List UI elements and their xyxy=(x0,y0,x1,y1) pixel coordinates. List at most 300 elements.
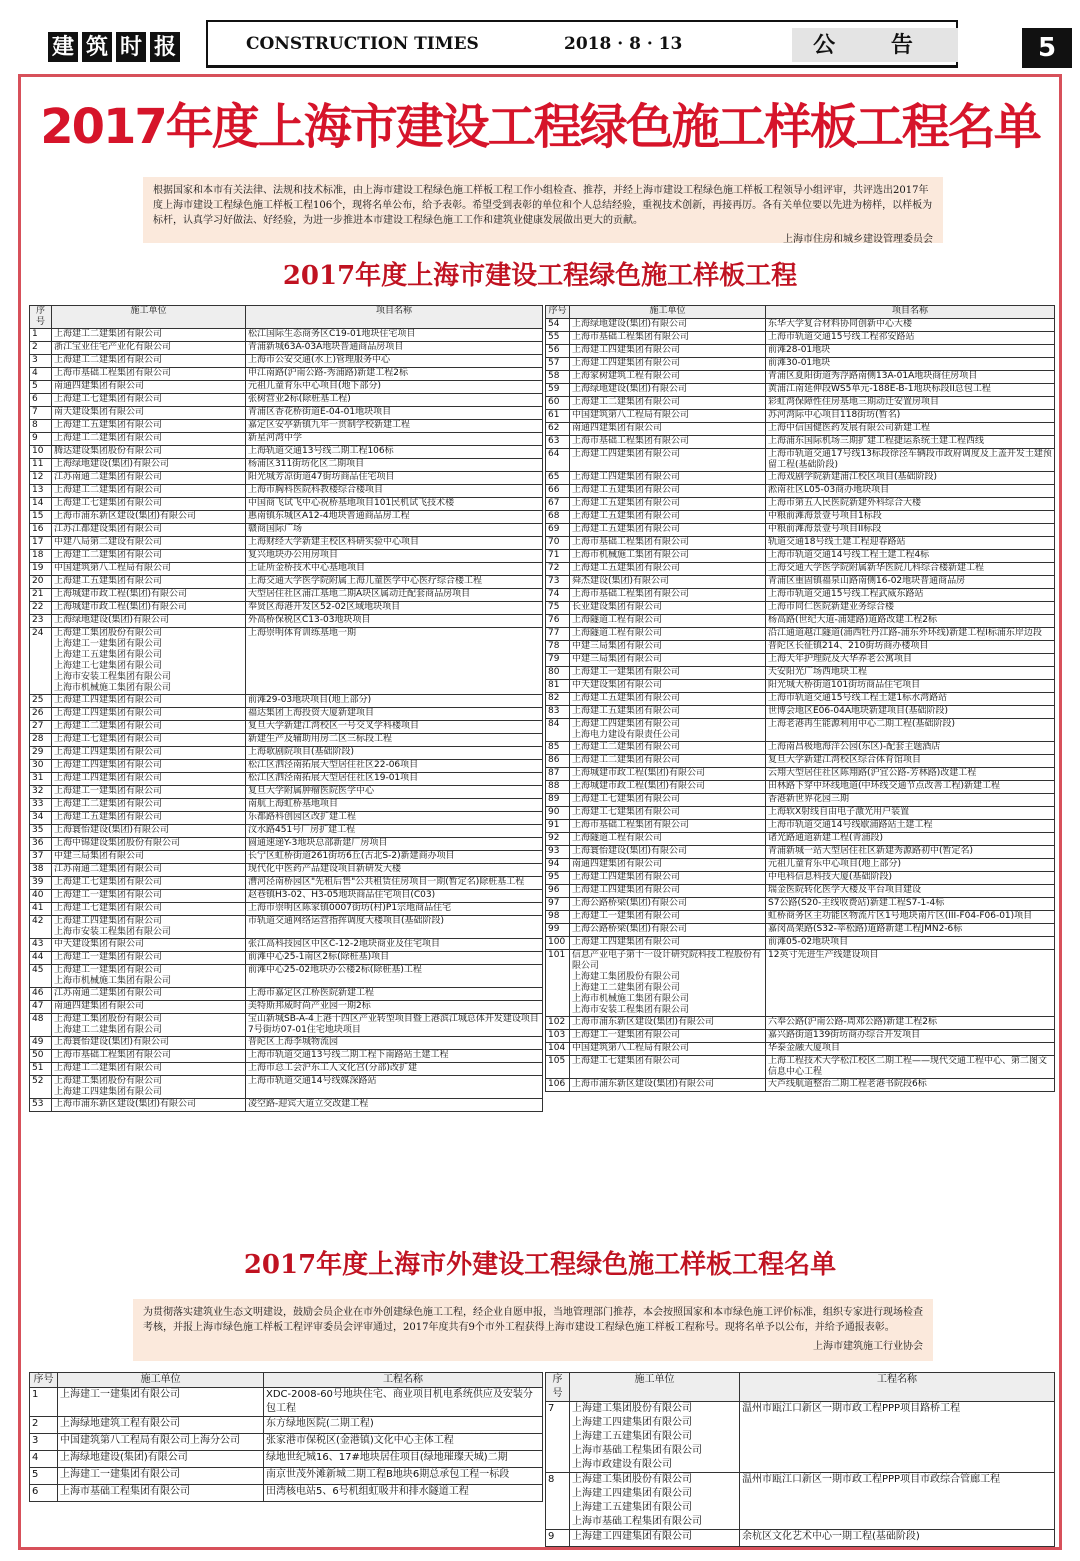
table-row xyxy=(30,615,543,628)
header-no: 序号 xyxy=(546,1373,570,1402)
project-name: 凌空路-迎宾大道立交改建工程 xyxy=(246,1099,543,1112)
row-number: 51 xyxy=(30,1063,52,1076)
project-name: 前滩28-01地块 xyxy=(766,345,1055,358)
row-number: 78 xyxy=(546,641,570,654)
table-row xyxy=(30,747,543,760)
project-name: 上海老港再生能源利用中心二期工程(基础阶段) xyxy=(766,719,1055,742)
row-number: 17 xyxy=(30,537,52,550)
section-label: 公 告 xyxy=(792,28,958,62)
table-row xyxy=(30,420,543,433)
table-row xyxy=(546,1402,1055,1473)
header-no: 序号 xyxy=(546,306,570,319)
construction-company: 上海建工五建集团有限公司 xyxy=(570,693,766,706)
table-row xyxy=(30,952,543,965)
construction-company: 上海建工四建集团有限公司 xyxy=(570,885,766,898)
project-name: 12英寸先进生产线建设项目 xyxy=(766,950,1055,1017)
construction-company: 南天建设集团有限公司 xyxy=(52,407,246,420)
construction-company: 上海建工五建集团有限公司 xyxy=(570,485,766,498)
newspaper-header xyxy=(10,10,1070,70)
table-row xyxy=(30,890,543,903)
project-name: 阳光城芳凉街道47街坊商品住宅项目 xyxy=(246,472,543,485)
construction-company: 上海建工四建集团有限公司 xyxy=(52,708,246,721)
row-number: 45 xyxy=(30,965,52,988)
construction-company: 中天建设集团有限公司 xyxy=(570,680,766,693)
construction-company: 上海市基础工程集团有限公司 xyxy=(58,1485,264,1502)
construction-company: 上海市基础工程集团有限公司 xyxy=(570,820,766,833)
project-name: S7公路(S20-主线收费站)新建工程S7-1-4标 xyxy=(766,898,1055,911)
row-number: 102 xyxy=(546,1017,570,1030)
table-row xyxy=(546,498,1055,511)
construction-company: 上海建工四建集团有限公司 xyxy=(570,472,766,485)
row-number: 21 xyxy=(30,589,52,602)
construction-company: 上海建工七建集团有限公司 xyxy=(570,807,766,820)
construction-company: 上海建工五建集团有限公司 xyxy=(52,576,246,589)
project-name: 宝山新城SB-A-4上港十四区产业转型项目暨上港滨江城总体开发建设项目7号街坊07-01住宅地块项目 xyxy=(246,1014,543,1037)
construction-company: 上海建工五建集团有限公司 xyxy=(570,706,766,719)
row-number: 9 xyxy=(30,433,52,446)
project-name: 新星河湾中学 xyxy=(246,433,543,446)
project-name: 上证所金桥技术中心基地项目 xyxy=(246,563,543,576)
construction-company: 上海建工集团股份有限公司 上海建工四建集团有限公司 xyxy=(52,1076,246,1099)
construction-company: 上海建工四建集团有限公司 xyxy=(570,872,766,885)
table-row xyxy=(546,833,1055,846)
project-name: 上海歌剧院项目(基础阶段) xyxy=(246,747,543,760)
construction-company: 上海绿地建设(集团)有限公司 xyxy=(58,1451,264,1468)
row-number: 20 xyxy=(30,576,52,589)
table-row xyxy=(546,1030,1055,1043)
project-name: 申江南路(沪南公路-秀浦路)新建工程2标 xyxy=(246,368,543,381)
construction-company: 上海建工二建集团有限公司 xyxy=(52,485,246,498)
construction-company: 上海绿地建筑工程有限公司 xyxy=(58,1417,264,1434)
construction-company: 上海绿地建设(集团)有限公司 xyxy=(52,615,246,628)
construction-company: 中建八局第二建设有限公司 xyxy=(52,537,246,550)
project-name: 上海工程技术大学松江校区二期工程——现代交通工程中心、第二图文信息中心工程 xyxy=(766,1056,1055,1079)
construction-company: 上海建工七建集团有限公司 xyxy=(52,877,246,890)
project-name: 上海浦东国际机场三期扩建工程捷运系统土建工程西线 xyxy=(766,436,1055,449)
table-row xyxy=(546,436,1055,449)
construction-company: 上海建工集团股份有限公司 上海建工一建集团有限公司 上海建工五建集团有限公司 上海建工七建集团有限公司 上海市安装工程集团有限公司 上海市机械施工集团有限公司 xyxy=(52,628,246,695)
project-name: 华泰金融大厦项目 xyxy=(766,1043,1055,1056)
construction-company: 上海建工二建集团有限公司 xyxy=(570,397,766,410)
table-row xyxy=(546,859,1055,872)
row-number: 79 xyxy=(546,654,570,667)
construction-company: 上海建工四建集团有限公司 上海电力建设有限责任公司 xyxy=(570,719,766,742)
page-number: 5 xyxy=(1022,28,1072,68)
table-row xyxy=(30,721,543,734)
project-name: 奉贤区海港开发区52-02区域地块项目 xyxy=(246,602,543,615)
row-number: 67 xyxy=(546,498,570,511)
construction-company: 上海寰怡建设(集团)有限公司 xyxy=(570,846,766,859)
construction-company: 上海建工二建集团有限公司 xyxy=(52,1063,246,1076)
project-name: 中国商飞试飞中心祝桥基地项目101民机试飞技术楼 xyxy=(246,498,543,511)
construction-company: 上海市浦东新区建设(集团)有限公司 xyxy=(570,1079,766,1092)
construction-company: 上海建工一建集团有限公司 xyxy=(570,1030,766,1043)
table-row xyxy=(30,1417,543,1434)
row-number: 4 xyxy=(30,368,52,381)
row-number: 88 xyxy=(546,781,570,794)
construction-company: 上海建工集团股份有限公司 上海建工二建集团有限公司 xyxy=(52,1014,246,1037)
project-name: 沿江通道越江隧道(浦西牡丹江路-浦东外环线)新建工程I标浦东岸边段 xyxy=(766,628,1055,641)
project-name: 六奉公路(沪南公路-周邓公路)新建工程2标 xyxy=(766,1017,1055,1030)
row-number: 44 xyxy=(30,952,52,965)
table-row xyxy=(30,1063,543,1076)
table-row xyxy=(546,820,1055,833)
construction-company: 上海城建市政工程(集团)有限公司 xyxy=(570,768,766,781)
construction-company: 上海市浦东新区建设(集团)有限公司 xyxy=(52,511,246,524)
row-number: 97 xyxy=(546,898,570,911)
row-number: 65 xyxy=(546,472,570,485)
row-number: 25 xyxy=(30,695,52,708)
table-row xyxy=(546,371,1055,384)
project-name: 上海市同仁医院新建业务综合楼 xyxy=(766,602,1055,615)
table-row xyxy=(30,965,543,988)
project-name: 复旦大学新建江湾校区一号交叉学科楼项目 xyxy=(246,721,543,734)
project-name: 复兴地块办公用房项目 xyxy=(246,550,543,563)
row-number: 99 xyxy=(546,924,570,937)
project-name: 中电科信息科技大厦(基础阶段) xyxy=(766,872,1055,885)
project-name: 青浦新城一站大型居住社区新建秀源路初中(暂定名) xyxy=(766,846,1055,859)
project-name: 上海市轨道交通13号线二期工程下南路站土建工程 xyxy=(246,1050,543,1063)
table-row xyxy=(546,719,1055,742)
construction-company: 上海建工一建集团有限公司 xyxy=(570,911,766,924)
table-row xyxy=(546,345,1055,358)
table-row xyxy=(546,781,1055,794)
project-name: 赵巷镇H3-02、H3-05地块商品住宅项目(C03) xyxy=(246,890,543,903)
construction-company: 上海建工五建集团有限公司 xyxy=(52,420,246,433)
header-no: 序号 xyxy=(30,1373,58,1388)
table-row xyxy=(30,773,543,786)
table-row xyxy=(30,602,543,615)
project-name: 云翔大型居住社区陈翔路(沪宜公路-芳林路)改建工程 xyxy=(766,768,1055,781)
construction-company: 上海建工一建集团有限公司 xyxy=(52,890,246,903)
row-number: 42 xyxy=(30,916,52,939)
project-name: 张树营业2标(除桩基工程) xyxy=(246,394,543,407)
project-name: 南京世茂外滩新城二期工程B地块6期总承包工程一标段 xyxy=(264,1468,543,1485)
table-row xyxy=(546,615,1055,628)
table-row xyxy=(546,537,1055,550)
row-number: 1 xyxy=(30,329,52,342)
construction-company: 上海建工七建集团有限公司 xyxy=(52,394,246,407)
table-row xyxy=(30,394,543,407)
header-company: 施工单位 xyxy=(570,1373,740,1402)
project-name: 上海财经大学新建主校区科研实验中心项目 xyxy=(246,537,543,550)
header-no: 序号 xyxy=(30,306,52,329)
project-name: 前滩05-02地块项目 xyxy=(766,937,1055,950)
table-body xyxy=(30,1388,543,1502)
row-number: 24 xyxy=(30,628,52,695)
construction-company: 上海建工二建集团有限公司 xyxy=(52,799,246,812)
table-row xyxy=(30,988,543,1001)
table-row xyxy=(30,838,543,851)
table-row xyxy=(546,846,1055,859)
row-number: 71 xyxy=(546,550,570,563)
row-number: 100 xyxy=(546,937,570,950)
table-row xyxy=(30,939,543,952)
construction-company: 舜杰建设(集团)有限公司 xyxy=(570,576,766,589)
row-number: 54 xyxy=(546,319,570,332)
row-number: 56 xyxy=(546,345,570,358)
project-name: 中粮前滩海景壹号项目II标段 xyxy=(766,524,1055,537)
construction-company: 上海建工四建集团有限公司 xyxy=(52,773,246,786)
project-name: 赣商国际广场 xyxy=(246,524,543,537)
row-number: 92 xyxy=(546,833,570,846)
project-name: 上海市嘉定区江桥医院新建工程 xyxy=(246,988,543,1001)
project-name: 松江区泗泾南拓展大型居住社区19-01项目 xyxy=(246,773,543,786)
table-row xyxy=(30,1050,543,1063)
row-number: 36 xyxy=(30,838,52,851)
table-row xyxy=(30,864,543,877)
row-number: 86 xyxy=(546,755,570,768)
project-name: 上海市总工会沪东工人文化宫(分部)改扩建 xyxy=(246,1063,543,1076)
table-row xyxy=(546,410,1055,423)
table-row xyxy=(30,916,543,939)
table-row xyxy=(30,485,543,498)
table-row xyxy=(546,667,1055,680)
external-projects-table-right xyxy=(545,1372,1055,1547)
construction-company: 上海建工一建集团有限公司 xyxy=(58,1388,264,1417)
project-name: 圆通速递Y-3地块总部新建厂房项目 xyxy=(246,838,543,851)
header-project: 工程名称 xyxy=(740,1373,1055,1402)
project-name: 杨浦区311街坊化区二期项目 xyxy=(246,459,543,472)
table-row xyxy=(30,903,543,916)
row-number: 76 xyxy=(546,615,570,628)
row-number: 52 xyxy=(30,1076,52,1099)
header-project: 工程名称 xyxy=(264,1373,543,1388)
table-row xyxy=(546,589,1055,602)
project-name: 天安阳光广场西地块工程 xyxy=(766,667,1055,680)
construction-company: 江苏南通二建集团有限公司 xyxy=(52,864,246,877)
construction-company: 上海绿地建设(集团)有限公司 xyxy=(570,319,766,332)
table-row xyxy=(546,924,1055,937)
row-number: 22 xyxy=(30,602,52,615)
row-number: 2 xyxy=(30,1417,58,1434)
table-row xyxy=(546,680,1055,693)
row-number: 87 xyxy=(546,768,570,781)
construction-company: 上海隧道工程有限公司 xyxy=(570,615,766,628)
project-name: 上海交通大学医学院附属上海儿童医学中心医疗综合楼工程 xyxy=(246,576,543,589)
table-row xyxy=(546,524,1055,537)
notice-signature: 上海市住房和城乡建设管理委员会 xyxy=(783,234,933,245)
row-number: 10 xyxy=(30,446,52,459)
table-row xyxy=(30,459,543,472)
project-name: 汶水路451号厂房扩建工程 xyxy=(246,825,543,838)
row-number: 5 xyxy=(30,381,52,394)
table-row xyxy=(546,911,1055,924)
row-number: 29 xyxy=(30,747,52,760)
construction-company: 中国建筑第八工程局有限公司 xyxy=(52,563,246,576)
table-row xyxy=(546,742,1055,755)
table-row xyxy=(546,397,1055,410)
construction-company: 上海建工四建集团有限公司 xyxy=(570,345,766,358)
table-row xyxy=(30,342,543,355)
construction-company: 上海隧道工程有限公司 xyxy=(570,833,766,846)
construction-company: 上海寰怡建设(集团)有限公司 xyxy=(52,825,246,838)
project-name: 外高桥保税区C13-03地块项目 xyxy=(246,615,543,628)
project-name: 东方绿地医院(二期工程) xyxy=(264,1417,543,1434)
project-name: 上海市胸科医院科教楼综合楼项目 xyxy=(246,485,543,498)
row-number: 47 xyxy=(30,1001,52,1014)
project-name: 上海中信国健医药发展有限公司新建工程 xyxy=(766,423,1055,436)
project-name: 黄浦江南延伸段WS5单元-188E-B-1地块标段II总包工程 xyxy=(766,384,1055,397)
paper-name: CONSTRUCTION TIMES xyxy=(246,34,479,54)
construction-company: 上海建工四建集团有限公司 xyxy=(570,1530,740,1547)
construction-company: 南通四建集团有限公司 xyxy=(570,859,766,872)
project-name: 苏河湾际中心项目118街坊(暂名) xyxy=(766,410,1055,423)
project-name: 上海天年护理院及大华养老公寓项目 xyxy=(766,654,1055,667)
row-number: 50 xyxy=(30,1050,52,1063)
table-row xyxy=(546,872,1055,885)
construction-company: 中建三局集团有限公司 xyxy=(570,654,766,667)
construction-company: 上海建工二建集团有限公司 xyxy=(52,433,246,446)
row-number: 58 xyxy=(546,371,570,384)
row-number: 96 xyxy=(546,885,570,898)
construction-company: 上海市基础工程集团有限公司 xyxy=(570,537,766,550)
construction-company: 上海市基础工程集团有限公司 xyxy=(570,589,766,602)
construction-company: 中国建筑第八工程局有限公司 xyxy=(570,1043,766,1056)
project-name: 上海市第五人民医院新建外科综合大楼 xyxy=(766,498,1055,511)
project-name: 普陀区长征镇214、210街坊商办楼项目 xyxy=(766,641,1055,654)
table-row xyxy=(30,799,543,812)
construction-company: 上海建工二建集团有限公司 xyxy=(570,755,766,768)
project-name: 香港新世界花园三期 xyxy=(766,794,1055,807)
construction-company: 上海建工四建集团有限公司 xyxy=(52,695,246,708)
construction-company: 上海建工一建集团有限公司 xyxy=(58,1468,264,1485)
construction-company: 上海建工四建集团有限公司 xyxy=(570,358,766,371)
table-row xyxy=(30,1451,543,1468)
row-number: 53 xyxy=(30,1099,52,1112)
project-name: 青浦新城63A-03A地块普通商品房项目 xyxy=(246,342,543,355)
row-number: 89 xyxy=(546,794,570,807)
table-row xyxy=(30,472,543,485)
notice-box xyxy=(143,177,943,243)
row-number: 59 xyxy=(546,384,570,397)
header-company: 施工单位 xyxy=(52,306,246,329)
project-name: 诸光路通道新建工程(青浦段) xyxy=(766,833,1055,846)
masthead-char: 时 xyxy=(116,32,146,62)
row-number: 18 xyxy=(30,550,52,563)
project-name: 前滩29-03地块项目(地上部分) xyxy=(246,695,543,708)
table-row xyxy=(546,602,1055,615)
construction-company: 上海建工七建集团有限公司 xyxy=(52,498,246,511)
table-row xyxy=(546,472,1055,485)
construction-company: 上海建工集团股份有限公司 上海建工四建集团有限公司 上海建工五建集团有限公司 上海市基础工程集团有限公司 xyxy=(570,1473,740,1530)
construction-company: 上海建工二建集团有限公司 xyxy=(52,721,246,734)
row-number: 70 xyxy=(546,537,570,550)
table-row xyxy=(546,1530,1055,1547)
content-frame xyxy=(18,74,1062,1550)
construction-company: 江苏南通二建集团有限公司 xyxy=(52,988,246,1001)
project-name: 上海市轨道交通15号线工程祁安路站 xyxy=(766,332,1055,345)
project-name: 张家港市保税区(金港镇)文化中心主体工程 xyxy=(264,1434,543,1451)
project-name: 东华大学复合材料协同创新中心大楼 xyxy=(766,319,1055,332)
row-number: 82 xyxy=(546,693,570,706)
row-number: 43 xyxy=(30,939,52,952)
notice-text: 为贯彻落实建筑业生态文明建设，鼓励会员企业在市外创建绿色施工工程，经企业自愿申报，当地管理部门推荐，本会按照国家和本市绿色施工评价标准，组织专家进行现场检查考核，并报上海市绿色施工样板工程评审委员会评审通过，2017年度共有9个市外工程获得上海市建设工程绿色施工样板工程称号。现将名单予以公布，并给予通报表彰。 xyxy=(143,1307,923,1333)
project-name: 长宁区虹桥街道261街坊6丘(古北S-2)新建商办项目 xyxy=(246,851,543,864)
projects-table-left xyxy=(29,305,543,1112)
row-number: 95 xyxy=(546,872,570,885)
section-title: 2017年度上海市建设工程绿色施工样板工程 xyxy=(282,261,798,291)
table-row xyxy=(30,786,543,799)
row-number: 74 xyxy=(546,589,570,602)
project-name: 南航上海虹桥基地项目 xyxy=(246,799,543,812)
table-row xyxy=(546,1017,1055,1030)
row-number: 104 xyxy=(546,1043,570,1056)
table-row xyxy=(30,812,543,825)
row-number: 103 xyxy=(546,1030,570,1043)
row-number: 68 xyxy=(546,511,570,524)
row-number: 63 xyxy=(546,436,570,449)
construction-company: 上海建工四建集团有限公司 xyxy=(570,937,766,950)
table-row xyxy=(30,1485,543,1502)
table-row xyxy=(546,358,1055,371)
row-number: 3 xyxy=(30,355,52,368)
table-row xyxy=(30,381,543,394)
table-row xyxy=(30,511,543,524)
row-number: 7 xyxy=(546,1402,570,1473)
row-number: 62 xyxy=(546,423,570,436)
project-name: 复旦大学新建江湾校区综合体育馆项目 xyxy=(766,755,1055,768)
row-number: 30 xyxy=(30,760,52,773)
project-name: 元祖儿童育乐中心项目(地上部分) xyxy=(766,859,1055,872)
construction-company: 上海建工四建集团有限公司 xyxy=(52,760,246,773)
construction-company: 江苏江都建设集团有限公司 xyxy=(52,524,246,537)
construction-company: 上海建工五建集团有限公司 xyxy=(570,563,766,576)
table-row xyxy=(30,1076,543,1099)
construction-company: 上海城建市政工程(集团)有限公司 xyxy=(52,602,246,615)
construction-company: 中国建筑第八工程局有限公司上海分公司 xyxy=(58,1434,264,1451)
project-name: 现代化中医药产品建设项目新研发大楼 xyxy=(246,864,543,877)
header-project: 项目名称 xyxy=(766,306,1055,319)
row-number: 12 xyxy=(30,472,52,485)
table-body xyxy=(30,329,543,1112)
row-number: 39 xyxy=(30,877,52,890)
masthead-char: 筑 xyxy=(82,32,112,62)
construction-company: 上海城建市政工程(集团)有限公司 xyxy=(570,781,766,794)
construction-company: 上海建工集团股份有限公司 上海建工四建集团有限公司 上海建工五建集团有限公司 上海市基础工程集团有限公司 上海市政建设有限公司 xyxy=(570,1402,740,1473)
row-number: 91 xyxy=(546,820,570,833)
construction-company: 上海市基础工程集团有限公司 xyxy=(52,368,246,381)
issue-date: 2018 · 8 · 13 xyxy=(564,34,683,54)
project-name: 田湾核电站5、6号机组虹吸井和排水隧道工程 xyxy=(264,1485,543,1502)
table-body xyxy=(546,319,1055,1092)
project-name: 大型居住社区浦江基地二期A块区属动迁配套商品房项目 xyxy=(246,589,543,602)
construction-company: 上海公路桥梁(集团)有限公司 xyxy=(570,924,766,937)
project-name: 惠南镇东城区A12-4地块普通商品房工程 xyxy=(246,511,543,524)
table-row xyxy=(30,550,543,563)
table-row xyxy=(30,446,543,459)
projects-table-right xyxy=(545,305,1055,1092)
project-name: 松江区泗泾南拓展大型居住社区22-06项目 xyxy=(246,760,543,773)
row-number: 6 xyxy=(30,394,52,407)
row-number: 16 xyxy=(30,524,52,537)
row-number: 72 xyxy=(546,563,570,576)
project-name: 中粮前滩海景壹号项目1标段 xyxy=(766,511,1055,524)
table-row xyxy=(30,329,543,342)
project-name: 上海市轨道交通14号线工程土建工程4标 xyxy=(766,550,1055,563)
project-name: 松江国际生态商务区C19-01地块住宅项目 xyxy=(246,329,543,342)
row-number: 6 xyxy=(30,1485,58,1502)
table-row xyxy=(30,563,543,576)
row-number: 3 xyxy=(30,1434,58,1451)
row-number: 101 xyxy=(546,950,570,1017)
construction-company: 南通四建集团有限公司 xyxy=(570,423,766,436)
table-row xyxy=(30,628,543,695)
table-row xyxy=(546,654,1055,667)
table-row xyxy=(30,695,543,708)
construction-company: 上海建工四建集团有限公司 xyxy=(570,449,766,472)
notice-box-2 xyxy=(133,1299,933,1361)
